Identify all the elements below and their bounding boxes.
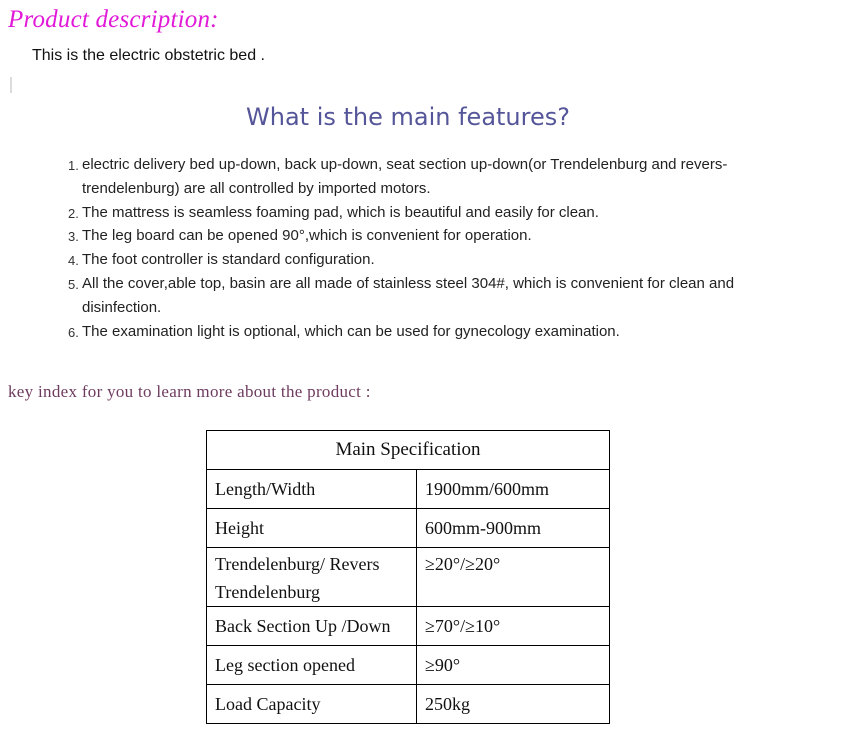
spec-row-height (207, 509, 610, 548)
spec-table-header-row (207, 431, 610, 470)
feature-item-1 (62, 153, 792, 201)
spec-value: ≥90° (417, 646, 610, 685)
feature-number: 2. (68, 205, 79, 221)
spec-row-length-width (207, 470, 610, 509)
spec-row-load-capacity (207, 685, 610, 724)
spec-row-leg-section (207, 646, 610, 685)
features-list (62, 153, 792, 343)
feature-text: All the cover,able top, basin are all made of stainless steel 304#, which is convenient for clean and disinfection. (82, 274, 735, 316)
feature-number: 1. (68, 158, 79, 173)
product-intro-text: This is the electric obstetric bed . (32, 47, 265, 64)
feature-item-5 (62, 272, 792, 320)
feature-text: The mattress is seamless foaming pad, which is beautiful and easily for clean. (82, 203, 599, 221)
spec-label: Trendelenburg/ Revers Trendelenburg (207, 548, 417, 607)
spec-value: ≥70°/≥10° (417, 607, 610, 646)
feature-item-4 (62, 248, 792, 272)
spec-label: Leg section opened (207, 646, 417, 685)
feature-text: The leg board can be opened 90°,which is convenient for operation. (82, 227, 532, 245)
spec-value: 1900mm/600mm (417, 470, 610, 509)
feature-number: 4. (68, 253, 79, 269)
feature-number: 6. (68, 324, 79, 340)
feature-item-2 (62, 201, 792, 225)
key-index-label: key index for you to learn more about the product : (8, 382, 371, 401)
feature-item-3 (62, 224, 792, 248)
spec-value: 250kg (417, 685, 610, 724)
spec-label: Back Section Up /Down (207, 607, 417, 646)
feature-item-6 (62, 320, 792, 344)
spec-table-title: Main Specification (207, 431, 610, 470)
text-cursor-mark (10, 77, 12, 93)
feature-text: The examination light is optional, which can be used for gynecology examination. (82, 322, 620, 340)
spec-label: Length/Width (207, 470, 417, 509)
spec-row-back-section (207, 607, 610, 646)
feature-number: 5. (68, 276, 79, 292)
spec-label: Load Capacity (207, 685, 417, 724)
feature-text: electric delivery bed up-down, back up-down, seat section up-down(or Trendelenburg and revers-trendelenburg) are all controlled by imported motors. (82, 156, 728, 197)
spec-value: ≥20°/≥20° (417, 548, 610, 607)
product-description-heading: Product description: (8, 6, 219, 33)
features-title: What is the main features? (246, 103, 570, 131)
spec-value: 600mm-900mm (417, 509, 610, 548)
main-specification-table (206, 430, 610, 724)
feature-text: The foot controller is standard configuration. (82, 251, 375, 269)
spec-row-trendelenburg (207, 548, 610, 607)
spec-label: Height (207, 509, 417, 548)
feature-number: 3. (68, 229, 79, 245)
